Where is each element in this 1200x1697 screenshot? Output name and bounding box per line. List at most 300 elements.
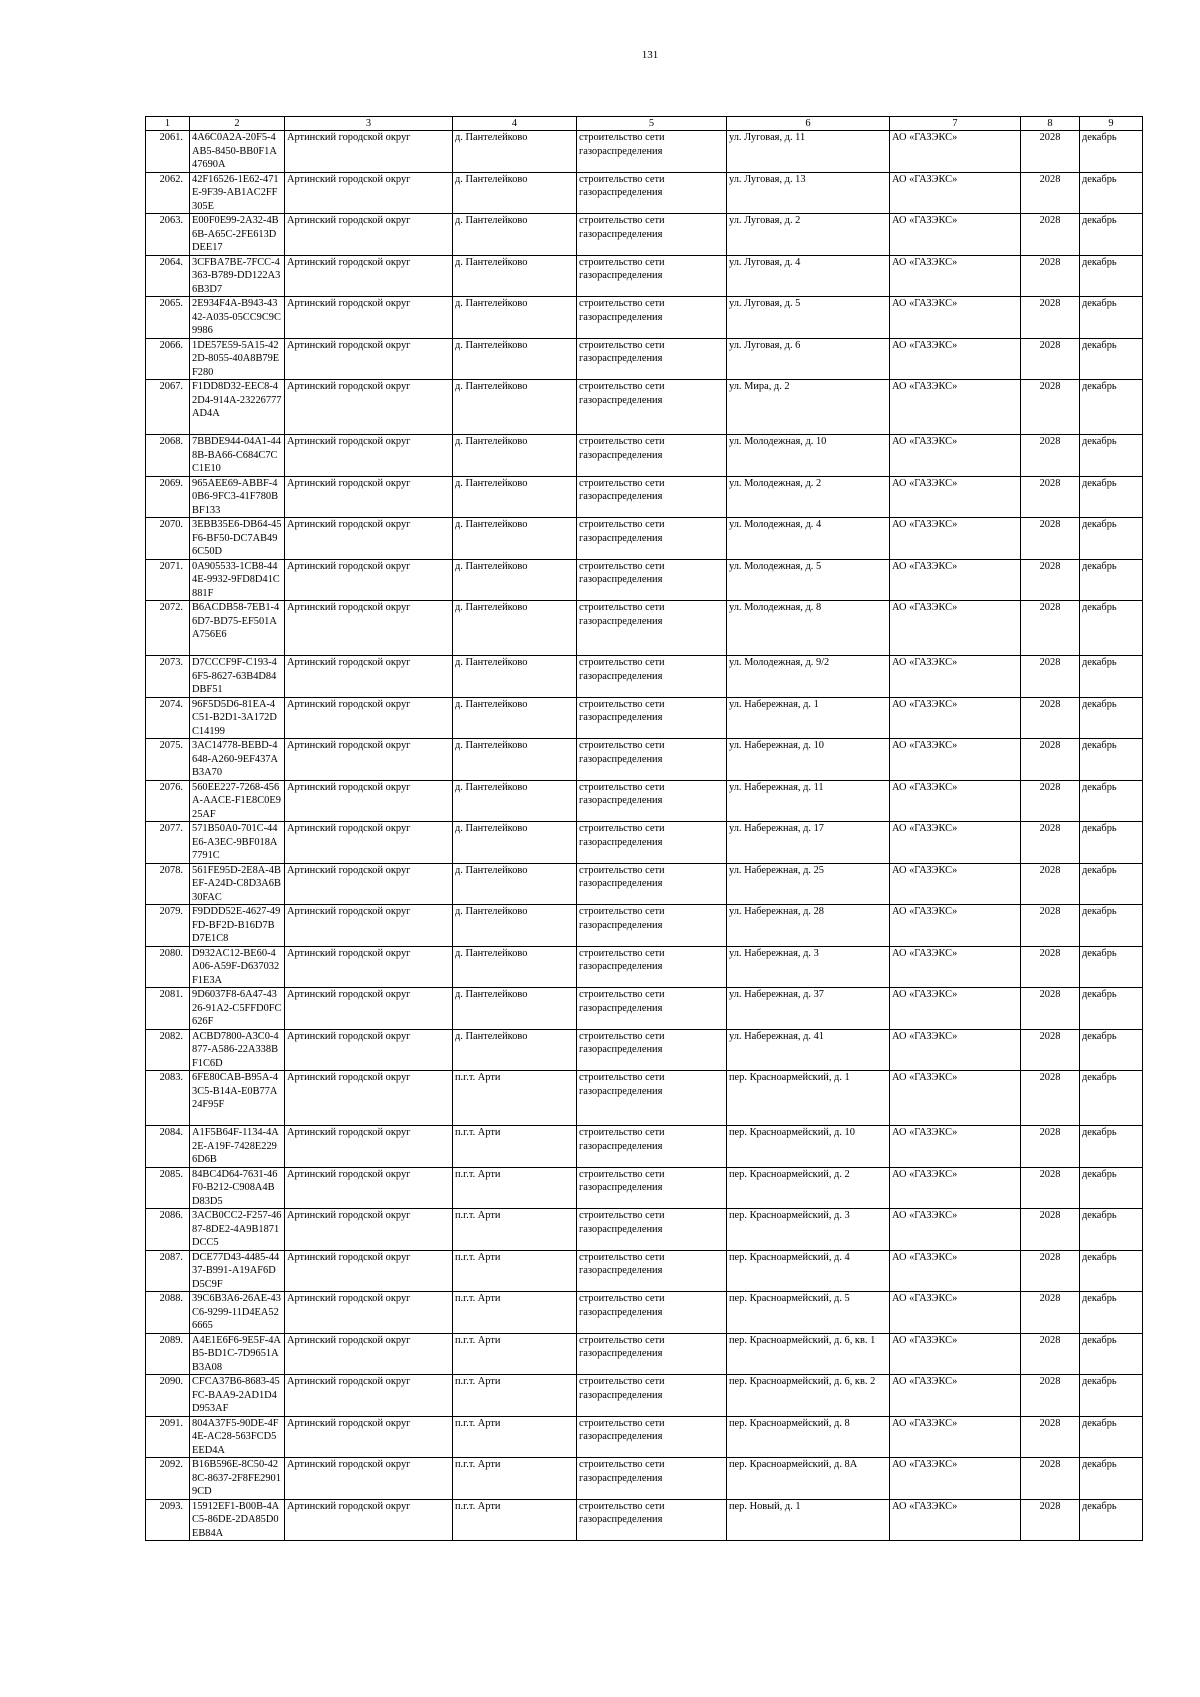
district-cell: Артинский городской округ xyxy=(285,822,453,864)
object-id-cell: DCE77D43-4485-4437-B991-A19AF6DD5C9F xyxy=(190,1250,285,1292)
district-cell: Артинский городской округ xyxy=(285,988,453,1030)
locality-cell: п.г.т. Арти xyxy=(453,1292,577,1334)
row-number-cell: 2063. xyxy=(146,214,190,256)
work-type-cell: строительство сети газораспределения xyxy=(577,1416,727,1458)
year-cell: 2028 xyxy=(1021,601,1080,656)
district-cell: Артинский городской округ xyxy=(285,1126,453,1168)
table-row xyxy=(146,1209,1143,1251)
work-type-cell: строительство сети газораспределения xyxy=(577,863,727,905)
month-cell: декабрь xyxy=(1080,863,1143,905)
address-cell: ул. Набережная, д. 37 xyxy=(727,988,890,1030)
year-cell: 2028 xyxy=(1021,172,1080,214)
row-number-cell: 2080. xyxy=(146,946,190,988)
row-number-cell: 2071. xyxy=(146,559,190,601)
object-id-cell: D7CCCF9F-C193-46F5-8627-63B4D84DBF51 xyxy=(190,656,285,698)
address-cell: ул. Луговая, д. 4 xyxy=(727,255,890,297)
address-cell: ул. Молодежная, д. 8 xyxy=(727,601,890,656)
work-type-cell: строительство сети газораспределения xyxy=(577,1126,727,1168)
month-cell: декабрь xyxy=(1080,476,1143,518)
locality-cell: д. Пантелейково xyxy=(453,780,577,822)
organization-cell: АО «ГАЗЭКС» xyxy=(890,559,1021,601)
organization-cell: АО «ГАЗЭКС» xyxy=(890,476,1021,518)
row-number-cell: 2072. xyxy=(146,601,190,656)
table-row xyxy=(146,739,1143,781)
year-cell: 2028 xyxy=(1021,214,1080,256)
district-cell: Артинский городской округ xyxy=(285,435,453,477)
organization-cell: АО «ГАЗЭКС» xyxy=(890,1029,1021,1071)
organization-cell: АО «ГАЗЭКС» xyxy=(890,988,1021,1030)
locality-cell: п.г.т. Арти xyxy=(453,1499,577,1541)
locality-cell: д. Пантелейково xyxy=(453,988,577,1030)
organization-cell: АО «ГАЗЭКС» xyxy=(890,863,1021,905)
organization-cell: АО «ГАЗЭКС» xyxy=(890,1126,1021,1168)
year-cell: 2028 xyxy=(1021,822,1080,864)
address-cell: ул. Мира, д. 2 xyxy=(727,380,890,435)
district-cell: Артинский городской округ xyxy=(285,559,453,601)
year-cell: 2028 xyxy=(1021,1071,1080,1126)
row-number-cell: 2093. xyxy=(146,1499,190,1541)
organization-cell: АО «ГАЗЭКС» xyxy=(890,1375,1021,1417)
district-cell: Артинский городской округ xyxy=(285,1333,453,1375)
object-id-cell: B16B596E-8C50-428C-8637-2F8FE29019CD xyxy=(190,1458,285,1500)
column-header: 7 xyxy=(890,117,1021,131)
organization-cell: АО «ГАЗЭКС» xyxy=(890,338,1021,380)
year-cell: 2028 xyxy=(1021,1292,1080,1334)
object-id-cell: 3EBB35E6-DB64-45F6-BF50-DC7AB496C50D xyxy=(190,518,285,560)
locality-cell: д. Пантелейково xyxy=(453,214,577,256)
year-cell: 2028 xyxy=(1021,1375,1080,1417)
address-cell: пер. Красноармейский, д. 6, кв. 1 xyxy=(727,1333,890,1375)
district-cell: Артинский городской округ xyxy=(285,739,453,781)
district-cell: Артинский городской округ xyxy=(285,131,453,173)
month-cell: декабрь xyxy=(1080,1071,1143,1126)
organization-cell: АО «ГАЗЭКС» xyxy=(890,214,1021,256)
table-row xyxy=(146,518,1143,560)
table-row xyxy=(146,1333,1143,1375)
work-type-cell: строительство сети газораспределения xyxy=(577,1292,727,1334)
organization-cell: АО «ГАЗЭКС» xyxy=(890,601,1021,656)
locality-cell: д. Пантелейково xyxy=(453,656,577,698)
locality-cell: п.г.т. Арти xyxy=(453,1375,577,1417)
organization-cell: АО «ГАЗЭКС» xyxy=(890,822,1021,864)
year-cell: 2028 xyxy=(1021,1029,1080,1071)
month-cell: декабрь xyxy=(1080,1167,1143,1209)
table-row xyxy=(146,1167,1143,1209)
row-number-cell: 2062. xyxy=(146,172,190,214)
address-cell: ул. Луговая, д. 6 xyxy=(727,338,890,380)
organization-cell: АО «ГАЗЭКС» xyxy=(890,946,1021,988)
organization-cell: АО «ГАЗЭКС» xyxy=(890,518,1021,560)
locality-cell: д. Пантелейково xyxy=(453,518,577,560)
locality-cell: д. Пантелейково xyxy=(453,601,577,656)
object-id-cell: F9DDD52E-4627-49FD-BF2D-B16D7BD7E1C8 xyxy=(190,905,285,947)
organization-cell: АО «ГАЗЭКС» xyxy=(890,1499,1021,1541)
table-row xyxy=(146,656,1143,698)
organization-cell: АО «ГАЗЭКС» xyxy=(890,435,1021,477)
month-cell: декабрь xyxy=(1080,131,1143,173)
district-cell: Артинский городской округ xyxy=(285,1209,453,1251)
address-cell: пер. Новый, д. 1 xyxy=(727,1499,890,1541)
district-cell: Артинский городской округ xyxy=(285,518,453,560)
locality-cell: п.г.т. Арти xyxy=(453,1071,577,1126)
object-id-cell: 15912EF1-B00B-4AC5-86DE-2DA85D0EB84A xyxy=(190,1499,285,1541)
month-cell: декабрь xyxy=(1080,214,1143,256)
row-number-cell: 2074. xyxy=(146,697,190,739)
address-cell: ул. Набережная, д. 11 xyxy=(727,780,890,822)
year-cell: 2028 xyxy=(1021,1167,1080,1209)
organization-cell: АО «ГАЗЭКС» xyxy=(890,1292,1021,1334)
work-type-cell: строительство сети газораспределения xyxy=(577,214,727,256)
work-type-cell: строительство сети газораспределения xyxy=(577,338,727,380)
column-header: 3 xyxy=(285,117,453,131)
page-number: 131 xyxy=(641,49,659,61)
district-cell: Артинский городской округ xyxy=(285,656,453,698)
organization-cell: АО «ГАЗЭКС» xyxy=(890,297,1021,339)
year-cell: 2028 xyxy=(1021,1499,1080,1541)
address-cell: ул. Набережная, д. 25 xyxy=(727,863,890,905)
address-cell: пер. Красноармейский, д. 10 xyxy=(727,1126,890,1168)
year-cell: 2028 xyxy=(1021,476,1080,518)
column-header: 4 xyxy=(453,117,577,131)
locality-cell: п.г.т. Арти xyxy=(453,1458,577,1500)
locality-cell: д. Пантелейково xyxy=(453,131,577,173)
work-type-cell: строительство сети газораспределения xyxy=(577,476,727,518)
row-number-cell: 2065. xyxy=(146,297,190,339)
organization-cell: АО «ГАЗЭКС» xyxy=(890,905,1021,947)
work-type-cell: строительство сети газораспределения xyxy=(577,905,727,947)
row-number-cell: 2085. xyxy=(146,1167,190,1209)
organization-cell: АО «ГАЗЭКС» xyxy=(890,656,1021,698)
address-cell: ул. Набережная, д. 41 xyxy=(727,1029,890,1071)
address-cell: ул. Молодежная, д. 5 xyxy=(727,559,890,601)
object-id-cell: CFCA37B6-8683-45FC-BAA9-2AD1D4D953AF xyxy=(190,1375,285,1417)
row-number-cell: 2090. xyxy=(146,1375,190,1417)
row-number-cell: 2076. xyxy=(146,780,190,822)
year-cell: 2028 xyxy=(1021,905,1080,947)
object-id-cell: 804A37F5-90DE-4F4E-AC28-563FCD5EED4A xyxy=(190,1416,285,1458)
district-cell: Артинский городской округ xyxy=(285,297,453,339)
district-cell: Артинский городской округ xyxy=(285,172,453,214)
locality-cell: д. Пантелейково xyxy=(453,559,577,601)
address-cell: ул. Набережная, д. 1 xyxy=(727,697,890,739)
object-id-cell: 84BC4D64-7631-46F0-B212-C908A4BD83D5 xyxy=(190,1167,285,1209)
work-type-cell: строительство сети газораспределения xyxy=(577,1167,727,1209)
district-cell: Артинский городской округ xyxy=(285,601,453,656)
table-row xyxy=(146,863,1143,905)
district-cell: Артинский городской округ xyxy=(285,1250,453,1292)
row-number-cell: 2089. xyxy=(146,1333,190,1375)
month-cell: декабрь xyxy=(1080,601,1143,656)
address-cell: пер. Красноармейский, д. 2 xyxy=(727,1167,890,1209)
row-number-cell: 2061. xyxy=(146,131,190,173)
locality-cell: п.г.т. Арти xyxy=(453,1167,577,1209)
address-cell: пер. Красноармейский, д. 3 xyxy=(727,1209,890,1251)
row-number-cell: 2068. xyxy=(146,435,190,477)
column-number-header-row xyxy=(146,117,1143,131)
object-id-cell: 39C6B3A6-26AE-43C6-9299-11D4EA526665 xyxy=(190,1292,285,1334)
table-row xyxy=(146,255,1143,297)
organization-cell: АО «ГАЗЭКС» xyxy=(890,1458,1021,1500)
address-cell: ул. Набережная, д. 28 xyxy=(727,905,890,947)
table-row xyxy=(146,214,1143,256)
row-number-cell: 2092. xyxy=(146,1458,190,1500)
table-row xyxy=(146,780,1143,822)
work-type-cell: строительство сети газораспределения xyxy=(577,380,727,435)
month-cell: декабрь xyxy=(1080,780,1143,822)
month-cell: декабрь xyxy=(1080,255,1143,297)
object-id-cell: E00F0E99-2A32-4B6B-A65C-2FE613DDEE17 xyxy=(190,214,285,256)
district-cell: Артинский городской округ xyxy=(285,905,453,947)
locality-cell: д. Пантелейково xyxy=(453,739,577,781)
table-row xyxy=(146,559,1143,601)
locality-cell: д. Пантелейково xyxy=(453,697,577,739)
object-id-cell: 3ACB0CC2-F257-4687-8DE2-4A9B1871DCC5 xyxy=(190,1209,285,1251)
address-cell: ул. Луговая, д. 2 xyxy=(727,214,890,256)
month-cell: декабрь xyxy=(1080,518,1143,560)
work-type-cell: строительство сети газораспределения xyxy=(577,435,727,477)
locality-cell: д. Пантелейково xyxy=(453,1029,577,1071)
row-number-cell: 2087. xyxy=(146,1250,190,1292)
table-row xyxy=(146,1292,1143,1334)
row-number-cell: 2070. xyxy=(146,518,190,560)
year-cell: 2028 xyxy=(1021,1333,1080,1375)
column-header: 6 xyxy=(727,117,890,131)
work-type-cell: строительство сети газораспределения xyxy=(577,822,727,864)
row-number-cell: 2079. xyxy=(146,905,190,947)
district-cell: Артинский городской округ xyxy=(285,1375,453,1417)
district-cell: Артинский городской округ xyxy=(285,697,453,739)
month-cell: декабрь xyxy=(1080,297,1143,339)
district-cell: Артинский городской округ xyxy=(285,1416,453,1458)
month-cell: декабрь xyxy=(1080,172,1143,214)
work-type-cell: строительство сети газораспределения xyxy=(577,739,727,781)
address-cell: ул. Молодежная, д. 2 xyxy=(727,476,890,518)
locality-cell: д. Пантелейково xyxy=(453,863,577,905)
object-id-cell: 1DE57E59-5A15-422D-8055-40A8B79EF280 xyxy=(190,338,285,380)
organization-cell: АО «ГАЗЭКС» xyxy=(890,255,1021,297)
table-row xyxy=(146,1416,1143,1458)
month-cell: декабрь xyxy=(1080,1375,1143,1417)
table-row xyxy=(146,988,1143,1030)
month-cell: декабрь xyxy=(1080,988,1143,1030)
row-number-cell: 2075. xyxy=(146,739,190,781)
object-id-cell: 965AEE69-ABBF-40B6-9FC3-41F780BBF133 xyxy=(190,476,285,518)
organization-cell: АО «ГАЗЭКС» xyxy=(890,380,1021,435)
month-cell: декабрь xyxy=(1080,697,1143,739)
year-cell: 2028 xyxy=(1021,518,1080,560)
work-type-cell: строительство сети газораспределения xyxy=(577,697,727,739)
locality-cell: д. Пантелейково xyxy=(453,435,577,477)
object-id-cell: A4E1E6F6-9E5F-4AB5-BD1C-7D9651AB3A08 xyxy=(190,1333,285,1375)
object-id-cell: 3CFBA7BE-7FCC-4363-B789-DD122A36B3D7 xyxy=(190,255,285,297)
locality-cell: д. Пантелейково xyxy=(453,338,577,380)
month-cell: декабрь xyxy=(1080,435,1143,477)
organization-cell: АО «ГАЗЭКС» xyxy=(890,131,1021,173)
month-cell: декабрь xyxy=(1080,1250,1143,1292)
district-cell: Артинский городской округ xyxy=(285,255,453,297)
organization-cell: АО «ГАЗЭКС» xyxy=(890,780,1021,822)
year-cell: 2028 xyxy=(1021,780,1080,822)
organization-cell: АО «ГАЗЭКС» xyxy=(890,1071,1021,1126)
address-cell: ул. Луговая, д. 11 xyxy=(727,131,890,173)
address-cell: пер. Красноармейский, д. 4 xyxy=(727,1250,890,1292)
year-cell: 2028 xyxy=(1021,435,1080,477)
locality-cell: п.г.т. Арти xyxy=(453,1209,577,1251)
work-type-cell: строительство сети газораспределения xyxy=(577,518,727,560)
table-body xyxy=(146,117,1143,1541)
row-number-cell: 2088. xyxy=(146,1292,190,1334)
object-id-cell: 560EE227-7268-456A-AACE-F1E8C0E925AF xyxy=(190,780,285,822)
row-number-cell: 2078. xyxy=(146,863,190,905)
month-cell: декабрь xyxy=(1080,739,1143,781)
table-row xyxy=(146,905,1143,947)
work-type-cell: строительство сети газораспределения xyxy=(577,1333,727,1375)
district-cell: Артинский городской округ xyxy=(285,1292,453,1334)
object-id-cell: 7BBDE944-04A1-448B-BA66-C684C7CC1E10 xyxy=(190,435,285,477)
work-type-cell: строительство сети газораспределения xyxy=(577,601,727,656)
year-cell: 2028 xyxy=(1021,1209,1080,1251)
object-id-cell: 0A905533-1CB8-444E-9932-9FD8D41C881F xyxy=(190,559,285,601)
work-type-cell: строительство сети газораспределения xyxy=(577,1499,727,1541)
work-type-cell: строительство сети газораспределения xyxy=(577,297,727,339)
row-number-cell: 2091. xyxy=(146,1416,190,1458)
month-cell: декабрь xyxy=(1080,1458,1143,1500)
year-cell: 2028 xyxy=(1021,255,1080,297)
month-cell: декабрь xyxy=(1080,946,1143,988)
locality-cell: п.г.т. Арти xyxy=(453,1126,577,1168)
locality-cell: п.г.т. Арти xyxy=(453,1250,577,1292)
object-id-cell: 4A6C0A2A-20F5-4AB5-8450-BB0F1A47690A xyxy=(190,131,285,173)
table-row xyxy=(146,1375,1143,1417)
year-cell: 2028 xyxy=(1021,297,1080,339)
locality-cell: п.г.т. Арти xyxy=(453,1333,577,1375)
work-type-cell: строительство сети газораспределения xyxy=(577,255,727,297)
object-id-cell: D932AC12-BE60-4A06-A59F-D637032F1E3A xyxy=(190,946,285,988)
address-cell: пер. Красноармейский, д. 8А xyxy=(727,1458,890,1500)
month-cell: декабрь xyxy=(1080,338,1143,380)
year-cell: 2028 xyxy=(1021,863,1080,905)
gasification-register-table xyxy=(145,116,1143,1541)
work-type-cell: строительство сети газораспределения xyxy=(577,1250,727,1292)
organization-cell: АО «ГАЗЭКС» xyxy=(890,1209,1021,1251)
work-type-cell: строительство сети газораспределения xyxy=(577,1209,727,1251)
year-cell: 2028 xyxy=(1021,1416,1080,1458)
work-type-cell: строительство сети газораспределения xyxy=(577,1071,727,1126)
object-id-cell: A1F5B64F-1134-4A2E-A19F-7428E2296D6B xyxy=(190,1126,285,1168)
year-cell: 2028 xyxy=(1021,1458,1080,1500)
table-row xyxy=(146,435,1143,477)
row-number-cell: 2083. xyxy=(146,1071,190,1126)
year-cell: 2028 xyxy=(1021,559,1080,601)
table-row xyxy=(146,131,1143,173)
year-cell: 2028 xyxy=(1021,338,1080,380)
column-header: 8 xyxy=(1021,117,1080,131)
organization-cell: АО «ГАЗЭКС» xyxy=(890,1250,1021,1292)
column-header: 5 xyxy=(577,117,727,131)
address-cell: ул. Луговая, д. 13 xyxy=(727,172,890,214)
district-cell: Артинский городской округ xyxy=(285,1458,453,1500)
object-id-cell: 42F16526-1E62-471E-9F39-AB1AC2FF305E xyxy=(190,172,285,214)
table-row xyxy=(146,172,1143,214)
locality-cell: д. Пантелейково xyxy=(453,946,577,988)
month-cell: декабрь xyxy=(1080,1126,1143,1168)
month-cell: декабрь xyxy=(1080,656,1143,698)
table-row xyxy=(146,1458,1143,1500)
year-cell: 2028 xyxy=(1021,697,1080,739)
object-id-cell: 2E934F4A-B943-4342-A035-05CC9C9C9986 xyxy=(190,297,285,339)
district-cell: Артинский городской округ xyxy=(285,338,453,380)
work-type-cell: строительство сети газораспределения xyxy=(577,1029,727,1071)
address-cell: пер. Красноармейский, д. 5 xyxy=(727,1292,890,1334)
year-cell: 2028 xyxy=(1021,946,1080,988)
object-id-cell: ACBD7800-A3C0-4877-A586-22A338BF1C6D xyxy=(190,1029,285,1071)
month-cell: декабрь xyxy=(1080,380,1143,435)
locality-cell: д. Пантелейково xyxy=(453,822,577,864)
organization-cell: АО «ГАЗЭКС» xyxy=(890,1416,1021,1458)
row-number-cell: 2082. xyxy=(146,1029,190,1071)
address-cell: ул. Набережная, д. 10 xyxy=(727,739,890,781)
organization-cell: АО «ГАЗЭКС» xyxy=(890,1333,1021,1375)
month-cell: декабрь xyxy=(1080,1292,1143,1334)
district-cell: Артинский городской округ xyxy=(285,780,453,822)
table-row xyxy=(146,1071,1143,1126)
year-cell: 2028 xyxy=(1021,1250,1080,1292)
row-number-cell: 2086. xyxy=(146,1209,190,1251)
locality-cell: п.г.т. Арти xyxy=(453,1416,577,1458)
district-cell: Артинский городской округ xyxy=(285,946,453,988)
locality-cell: д. Пантелейково xyxy=(453,380,577,435)
district-cell: Артинский городской округ xyxy=(285,1167,453,1209)
organization-cell: АО «ГАЗЭКС» xyxy=(890,1167,1021,1209)
month-cell: декабрь xyxy=(1080,1029,1143,1071)
year-cell: 2028 xyxy=(1021,1126,1080,1168)
year-cell: 2028 xyxy=(1021,988,1080,1030)
address-cell: пер. Красноармейский, д. 6, кв. 2 xyxy=(727,1375,890,1417)
address-cell: ул. Набережная, д. 17 xyxy=(727,822,890,864)
table-row xyxy=(146,1499,1143,1541)
address-cell: ул. Молодежная, д. 10 xyxy=(727,435,890,477)
work-type-cell: строительство сети газораспределения xyxy=(577,1458,727,1500)
table-row xyxy=(146,380,1143,435)
month-cell: декабрь xyxy=(1080,1499,1143,1541)
table-row xyxy=(146,822,1143,864)
column-header: 1 xyxy=(146,117,190,131)
table-row xyxy=(146,338,1143,380)
table-row xyxy=(146,1250,1143,1292)
table-row xyxy=(146,601,1143,656)
object-id-cell: 571B50A0-701C-44E6-A3EC-9BF018A7791C xyxy=(190,822,285,864)
locality-cell: д. Пантелейково xyxy=(453,172,577,214)
district-cell: Артинский городской округ xyxy=(285,1499,453,1541)
address-cell: ул. Луговая, д. 5 xyxy=(727,297,890,339)
row-number-cell: 2064. xyxy=(146,255,190,297)
work-type-cell: строительство сети газораспределения xyxy=(577,172,727,214)
month-cell: декабрь xyxy=(1080,1209,1143,1251)
object-id-cell: F1DD8D32-EEC8-42D4-914A-23226777AD4A xyxy=(190,380,285,435)
district-cell: Артинский городской округ xyxy=(285,1029,453,1071)
object-id-cell: 96F5D5D6-81EA-4C51-B2D1-3A172DC14199 xyxy=(190,697,285,739)
object-id-cell: 561FE95D-2E8A-4BEF-A24D-C8D3A6B30FAC xyxy=(190,863,285,905)
column-header: 2 xyxy=(190,117,285,131)
work-type-cell: строительство сети газораспределения xyxy=(577,946,727,988)
object-id-cell: B6ACDB58-7EB1-46D7-BD75-EF501AA756E6 xyxy=(190,601,285,656)
year-cell: 2028 xyxy=(1021,656,1080,698)
district-cell: Артинский городской округ xyxy=(285,380,453,435)
row-number-cell: 2081. xyxy=(146,988,190,1030)
row-number-cell: 2084. xyxy=(146,1126,190,1168)
table-row xyxy=(146,1126,1143,1168)
work-type-cell: строительство сети газораспределения xyxy=(577,1375,727,1417)
